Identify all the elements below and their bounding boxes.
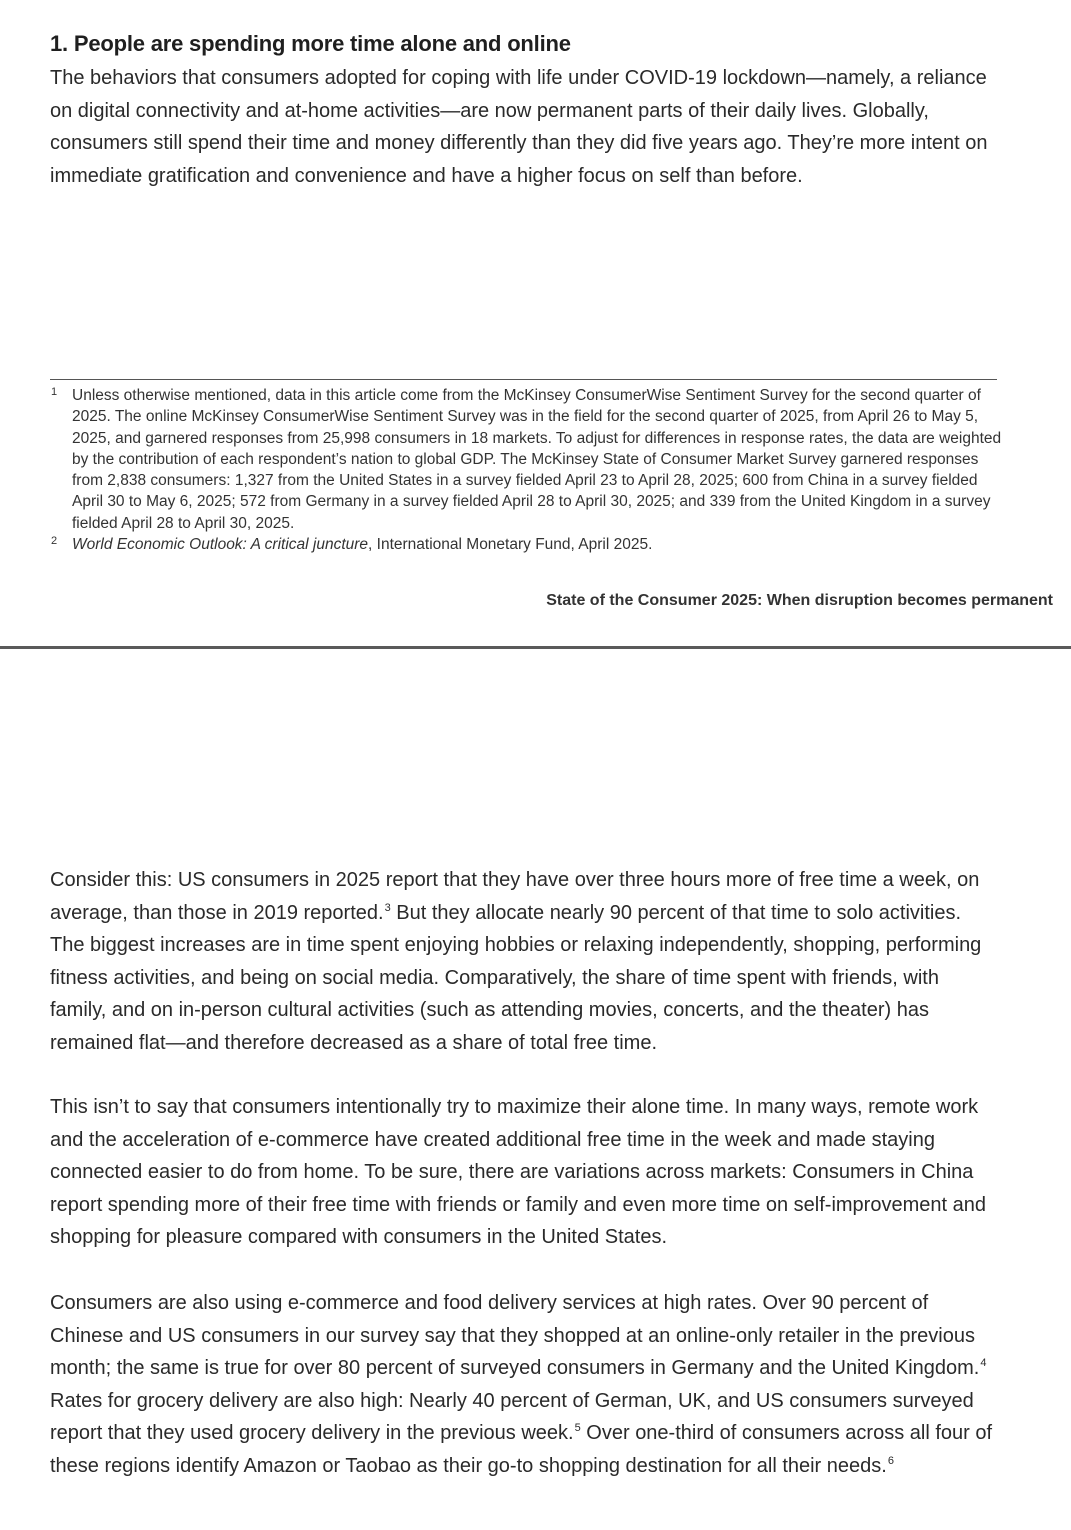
paragraph-text: Over one-third of consumers across all four of these regions identify Amazon or Taobao as their go-to shopping destination for all their needs. xyxy=(50,1422,993,1477)
paragraph-text: Rates for grocery delivery are also high: Nearly 40 percent of German, UK, and US consumers surveyed report that they used grocery delivery in the previous week. xyxy=(50,1389,974,1444)
section-heading: 1. People are spending more time alone and online xyxy=(50,31,571,56)
footnote-source-rest: , International Monetary Fund, April 2025. xyxy=(368,536,653,554)
paragraph-text: Consumers are also using e-commerce and food delivery services at high rates. Over 90 percent of Chinese and US consumers in our survey say that they shopped at an online-only retailer in the previous month; the same is true for over 80 percent of surveyed consumers in Germany and the United Kingdom. xyxy=(50,1292,980,1379)
page-1-bottom xyxy=(0,0,1071,648)
footnote-ref: 4 xyxy=(980,1357,987,1370)
page-2-top xyxy=(0,650,1071,1530)
paragraph-text: Consider this: US consumers in 2025 report that they have over three hours more of free time a week, on average, than those in 2019 reported. xyxy=(50,869,980,924)
footnote-ref: 5 xyxy=(574,1422,581,1435)
footnote-2 xyxy=(50,534,1010,555)
running-header: State of the Consumer 2025: When disruption becomes permanent xyxy=(546,592,1053,609)
footnote-number: 1 xyxy=(51,386,58,398)
footnote-number: 2 xyxy=(51,535,58,548)
page-divider xyxy=(0,646,1071,649)
footnote-divider xyxy=(50,379,997,380)
footnote-ref: 3 xyxy=(384,901,391,914)
footnote-source-title: World Economic Outlook: A critical juncture xyxy=(72,536,369,554)
footnote-text xyxy=(72,534,1010,555)
intro-paragraph: The behaviors that consumers adopted for coping with life under COVID-19 lockdown—namely, a reliance on digital connectivity and at-home activities—are now permanent parts of their daily lives. Globally, consumers still spend their time and money differently than they did five years ago. They’re more intent on immediate gratification and convenience and have a higher focus on self than before. xyxy=(50,67,988,187)
footnotes xyxy=(50,385,1010,555)
body-paragraph-free-time xyxy=(50,864,995,1059)
body-paragraph-ecommerce xyxy=(50,1287,995,1482)
footnote-text: Unless otherwise mentioned, data in this article come from the McKinsey ConsumerWise Sentiment Survey for the second quarter of 2025. The online McKinsey ConsumerWise Sentiment Survey was in the field for the second quarter of 2025, from April 26 to May 5, 2025, and garnered responses from 25,998 consumers in 18 markets. To adjust for differences in response rates, the data are weighted by the contribution of each respondent’s nation to global GDP. The McKinsey State of Consumer Market Survey garnered responses from 2,838 consumers: 1,327 from the United States in a survey fielded April 23 to April 28, 2025; 600 from China in a survey fielded April 30 to May 6, 2025; 572 from Germany in a survey fielded April 28 to April 30, 2025; and 339 from the United Kingdom in a survey fielded April 28 to April 30, 2025. xyxy=(72,387,1002,532)
paragraph-text: But they allocate nearly 90 percent of that time to solo activities. The biggest increases are in time spent enjoying hobbies or relaxing independently, shopping, performing fitness activities, and being on social media. Comparatively, the share of time spent with friends, with family, and on in-person cultural activities (such as attending movies, concerts, and the theater) has remained flat—and therefore decreased as a share of total free time. xyxy=(50,901,982,1054)
footnote-ref: 6 xyxy=(887,1454,894,1467)
body-paragraph-alone-time: This isn’t to say that consumers intentionally try to maximize their alone time. In many ways, remote work and the acceleration of e-commerce have created additional free time in the week and made staying connected easier to do from home. To be sure, there are variations across markets: Consumers in China report spending more of their free time with friends or family and even more time on self-improvement and shopping for pleasure compared with consumers in the United States. xyxy=(50,1096,986,1248)
footnote-1 xyxy=(50,385,1010,534)
